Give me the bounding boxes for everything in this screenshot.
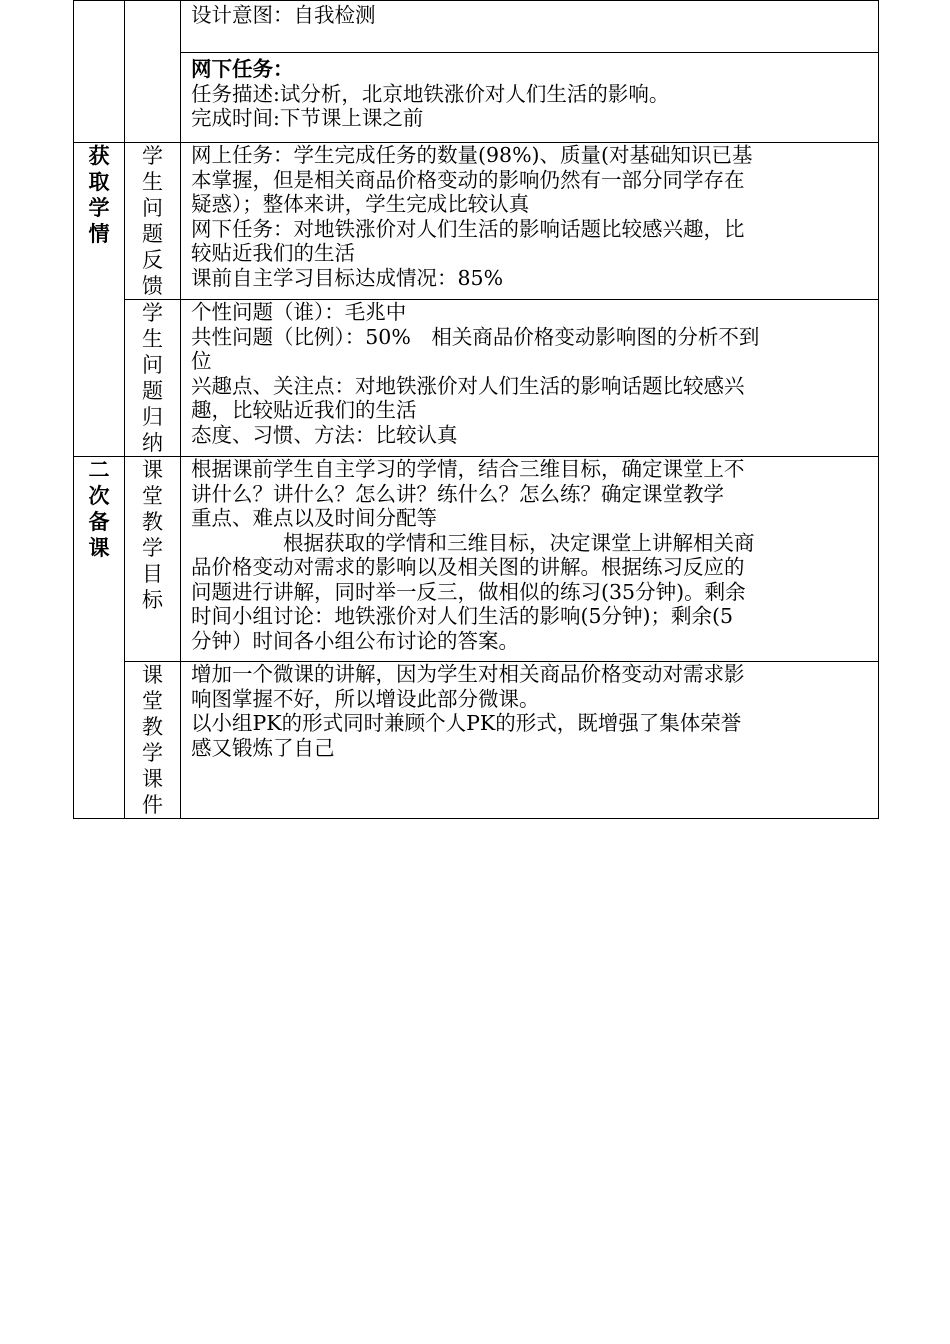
courseware-line: 感又锻炼了自己 xyxy=(191,735,335,760)
summary-content-cell xyxy=(181,300,879,457)
section-title-cell-2 xyxy=(74,457,125,819)
feedback-line: 网上任务：学生完成任务的数量(98%)、质量(对基础知识已基 xyxy=(191,143,753,167)
goal-line: 根据课前学生自主学习的学情，结合三维目标，确定课堂上不 xyxy=(191,457,745,481)
goal-label-cell xyxy=(125,457,181,662)
feedback-line: 网下任务：对地铁涨价对人们生活的影响话题比较感兴趣，比 xyxy=(191,216,745,241)
goal-row xyxy=(74,457,879,662)
section-title-acquire: 获 取 学 情 xyxy=(88,143,110,246)
courseware-line: 响图掌握不好，所以增设此部分微课。 xyxy=(191,686,540,711)
summary-line: 趣，比较贴近我们的生活 xyxy=(191,398,417,422)
courseware-label-cell xyxy=(125,662,181,819)
feedback-row xyxy=(74,143,879,300)
goal-label: 课 堂 教 学 目 标 xyxy=(142,458,163,612)
goal-line: 品价格变动对需求的影响以及相关图的讲解。根据练习反应的 xyxy=(191,555,745,579)
summary-line: 共性问题（比例）：50% 相关商品价格变动影响图的分析不到 xyxy=(191,324,760,349)
offline-task-cell xyxy=(181,53,879,143)
feedback-line: 较贴近我们的生活 xyxy=(191,241,355,265)
courseware-content-cell xyxy=(181,662,879,819)
summary-line: 态度、习惯、方法：比较认真 xyxy=(191,422,458,447)
summary-label-cell xyxy=(125,300,181,457)
summary-row xyxy=(74,300,879,457)
design-intent-row xyxy=(74,1,879,53)
feedback-label: 学 生 问 题 反 馈 xyxy=(142,144,163,298)
goal-line: 问题进行讲解，同时举一反三，做相似的练习(35分钟)。剩余 xyxy=(191,579,746,604)
offline-task-title: 网下任务： xyxy=(191,57,294,81)
summary-line: 个性问题（谁）：毛兆中 xyxy=(191,300,407,324)
design-intent-cell xyxy=(181,1,879,53)
goal-line: 时间小组讨论：地铁涨价对人们生活的影响(5分钟)；剩余(5 xyxy=(191,604,734,628)
feedback-line: 疑惑）；整体来讲，学生完成比较认真 xyxy=(191,192,530,216)
finish-time: 完成时间:下节课上课之前 xyxy=(191,106,424,130)
section-title-second-prep: 二 次 备 课 xyxy=(88,457,110,560)
courseware-line: 增加一个微课的讲解，因为学生对相关商品价格变动对需求影 xyxy=(191,662,745,686)
feedback-content-cell xyxy=(181,143,879,300)
goal-line: 根据获取的学情和三维目标，决定课堂上讲解相关商 xyxy=(283,530,755,555)
task-description: 任务描述:试分析，北京地铁涨价对人们生活的影响。 xyxy=(191,81,670,106)
goal-line: 讲什么？讲什么？怎么讲？练什么？怎么练？确定课堂教学 xyxy=(191,481,724,506)
offline-task-row xyxy=(74,53,879,143)
empty-label-cell xyxy=(125,1,181,143)
goal-line: 重点、难点以及时间分配等 xyxy=(191,506,437,530)
summary-label: 学 生 问 题 归 纳 xyxy=(142,301,163,455)
feedback-label-cell xyxy=(125,143,181,300)
design-intent-text: 设计意图：自我检测 xyxy=(191,3,376,27)
feedback-line: 本掌握，但是相关商品价格变动的影响仍然有一部分同学存在 xyxy=(191,167,745,192)
goal-line: 分钟）时间各小组公布讨论的答案。 xyxy=(191,628,519,653)
section-title-cell-1 xyxy=(74,143,125,457)
courseware-line: 以小组PK的形式同时兼顾个人PK的形式，既增强了集体荣誉 xyxy=(191,711,742,735)
lesson-plan-table xyxy=(73,0,879,819)
empty-section-cell xyxy=(74,1,125,143)
summary-line: 位 xyxy=(191,349,212,373)
goal-content-cell xyxy=(181,457,879,662)
summary-line: 兴趣点、关注点：对地铁涨价对人们生活的影响话题比较感兴 xyxy=(191,373,745,398)
courseware-label: 课 堂 教 学 课 件 xyxy=(142,663,163,817)
feedback-line: 课前自主学习目标达成情况：85% xyxy=(191,265,504,290)
courseware-row xyxy=(74,662,879,819)
